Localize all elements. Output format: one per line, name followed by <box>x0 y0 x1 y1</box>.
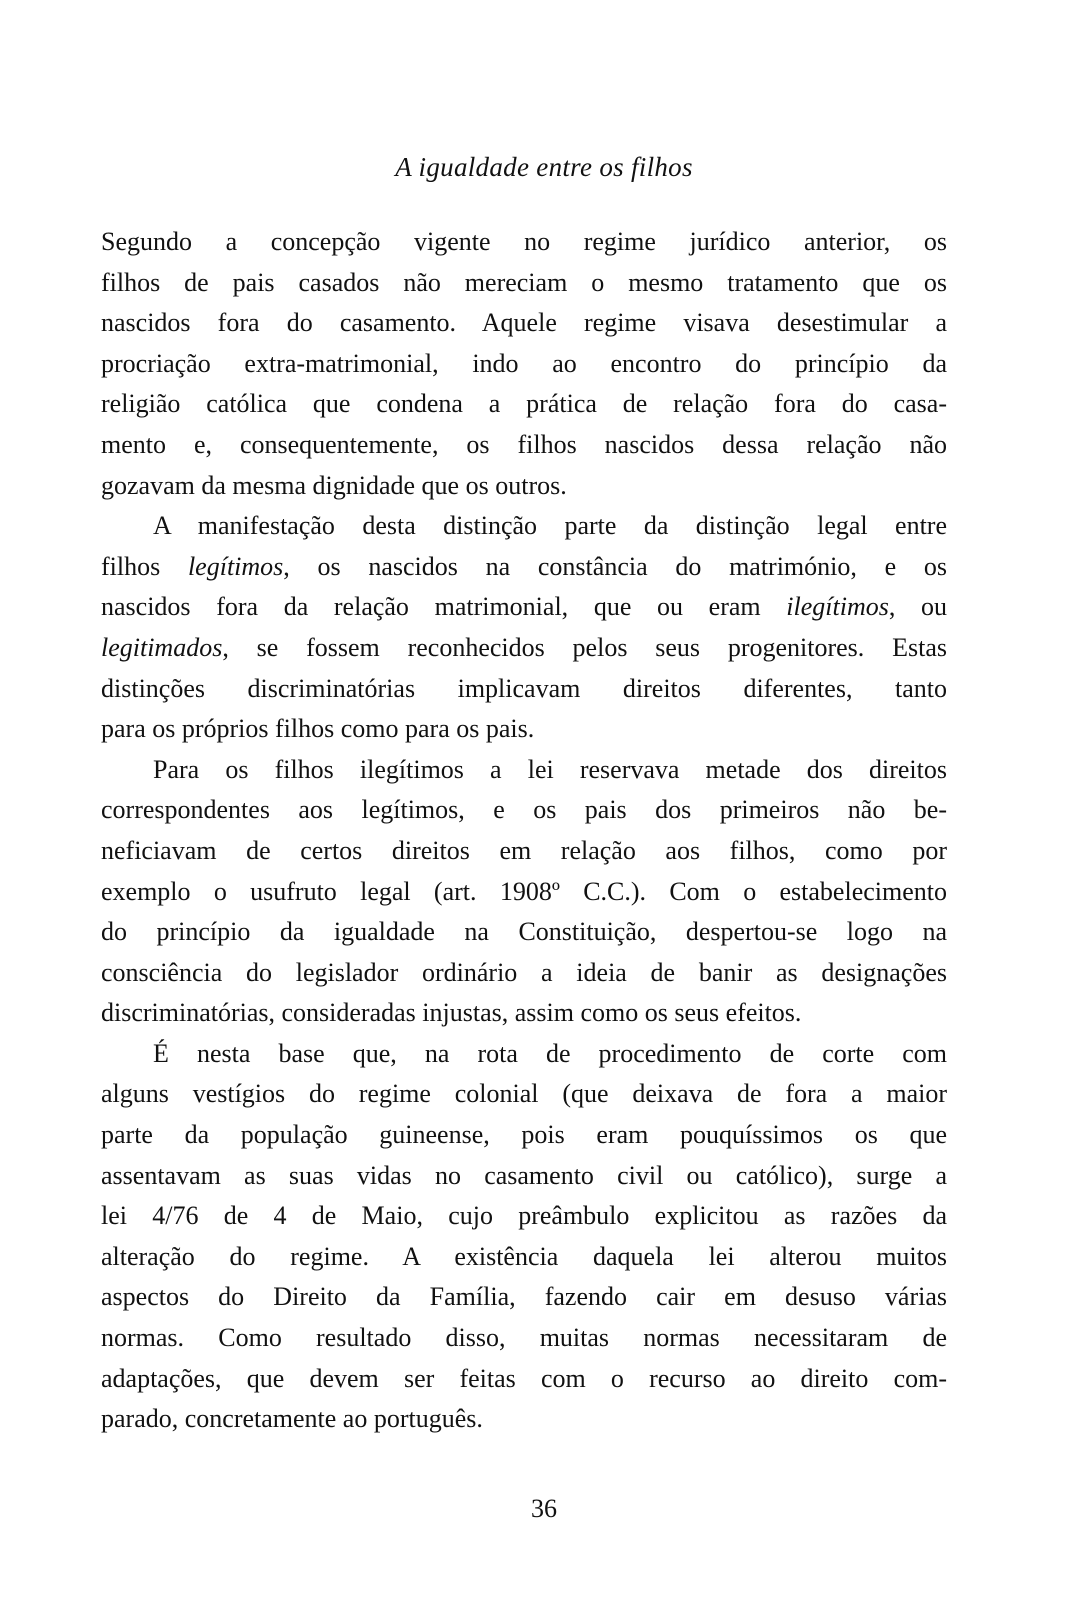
text-line: parte da população guineense, pois eram pouquíssimos os que <box>101 1120 947 1150</box>
text-line: procriação extra-matrimonial, indo ao encontro do princípio da <box>101 348 947 378</box>
italic-term: legitimados <box>101 632 223 662</box>
text-line: parado, concretamente ao português. <box>101 1404 483 1434</box>
text-line: É nesta base que, na rota de procedimento de corte com <box>153 1038 947 1068</box>
text-line: alguns vestígios do regime colonial (que deixava de fora a maior <box>101 1079 947 1109</box>
body-text <box>101 222 947 1440</box>
text-line: nascidos fora da relação matrimonial, que ou eram ilegítimos, ou <box>101 592 947 622</box>
text-line: distinções discriminatórias implicavam direitos diferentes, tanto <box>101 673 947 703</box>
text-line: filhos legítimos, os nascidos na constância do matrimónio, e os <box>101 551 947 581</box>
paragraph <box>101 222 947 506</box>
text-line: mento e, consequentemente, os filhos nascidos dessa relação não <box>101 429 947 459</box>
text-line: assentavam as suas vidas no casamento civil ou católico), surge a <box>101 1160 947 1190</box>
text-line: do princípio da igualdade na Constituição, despertou-se logo na <box>101 917 947 947</box>
text-line: consciência do legislador ordinário a ideia de banir as designações <box>101 957 947 987</box>
text-line: gozavam da mesma dignidade que os outros. <box>101 470 567 500</box>
text-line: aspectos do Direito da Família, fazendo cair em desuso várias <box>101 1282 947 1312</box>
text-line: para os próprios filhos como para os pais. <box>101 714 535 744</box>
paragraph <box>101 506 947 750</box>
text-line: alteração do regime. A existência daquela lei alterou muitos <box>101 1241 947 1271</box>
italic-term: legítimos <box>187 551 284 581</box>
text-line: A manifestação desta distinção parte da distinção legal entre <box>153 511 947 541</box>
text-line: lei 4/76 de 4 de Maio, cujo preâmbulo explicitou as razões da <box>101 1201 947 1231</box>
text-line: legitimados, se fossem reconhecidos pelos seus progenitores. Estas <box>101 632 947 662</box>
paragraph <box>101 1034 947 1440</box>
text-line: neficiavam de certos direitos em relação aos filhos, como por <box>101 835 947 865</box>
text-line: Para os filhos ilegítimos a lei reservava metade dos direitos <box>153 754 947 784</box>
running-head: A igualdade entre os filhos <box>395 152 693 182</box>
text-line: nascidos fora do casamento. Aquele regime visava desestimular a <box>101 308 947 338</box>
page-number: 36 <box>531 1494 557 1523</box>
text-line: correspondentes aos legítimos, e os pais dos primeiros não be- <box>101 795 947 825</box>
paragraph <box>101 750 947 1034</box>
text-line: religião católica que condena a prática de relação fora do casa- <box>101 389 947 419</box>
text-line: normas. Como resultado disso, muitas normas necessitaram de <box>101 1323 947 1353</box>
text-line: filhos de pais casados não mereciam o mesmo tratamento que os <box>101 267 947 297</box>
text-line: Segundo a concepção vigente no regime jurídico anterior, os <box>101 227 947 256</box>
italic-term: ilegítimos <box>786 592 889 622</box>
text-line: exemplo o usufruto legal (art. 1908º C.C.). Com o estabelecimento <box>101 876 947 906</box>
text-line: discriminatórias, consideradas injustas, assim como os seus efeitos. <box>101 998 802 1028</box>
text-line: adaptações, que devem ser feitas com o recurso ao direito com- <box>101 1363 947 1393</box>
